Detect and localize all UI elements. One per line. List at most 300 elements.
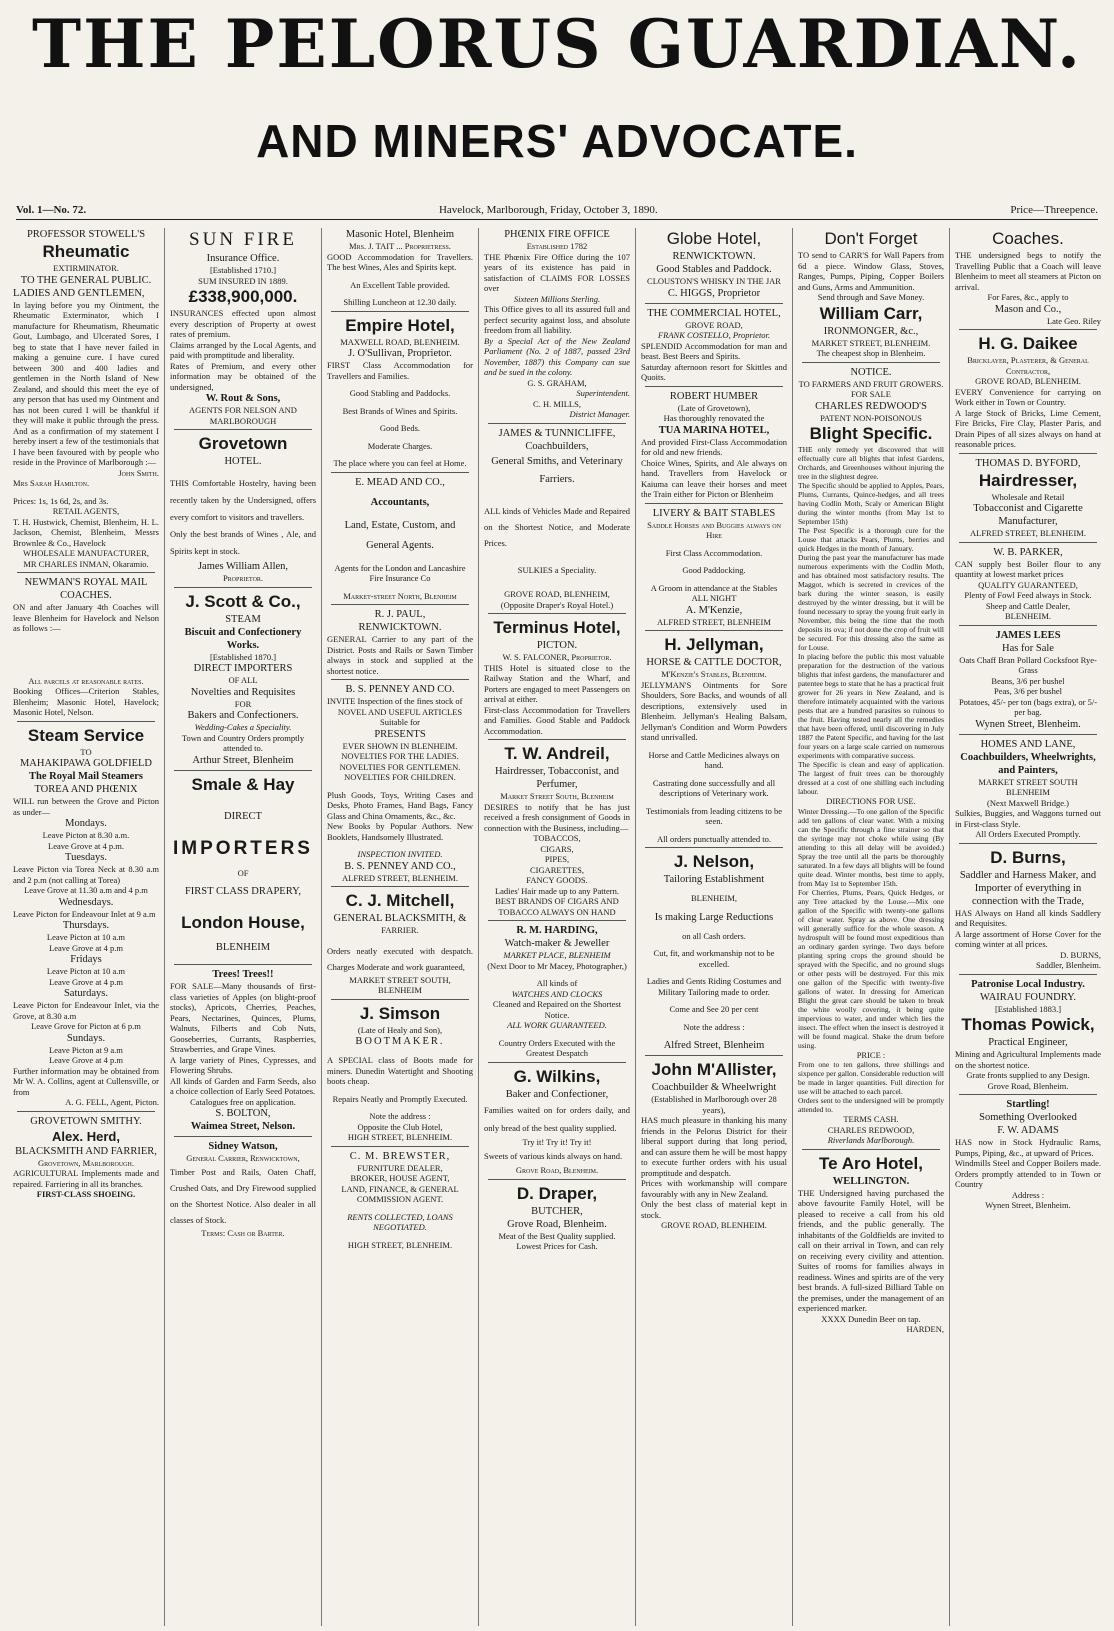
ad-signature: Saddler, Blenheim. — [1035, 960, 1101, 970]
ad-body: Families waited on for orders daily, and only bread of the best quality supplied. — [484, 1104, 630, 1133]
ad-line: Leave Grove at 11.30 a.m and 4 p.m — [24, 885, 148, 895]
ad-line: B. S. PENNEY AND CO., — [344, 860, 456, 872]
ad-title: JAMES & TUNNICLIFFE, — [498, 427, 616, 439]
ad-line: Bakers and Confectioners. — [187, 710, 299, 721]
ad-line: BEST BRANDS OF CIGARS AND TOBACCO ALWAYS ON HAND — [495, 896, 619, 917]
ad-title: H. G. Daikee — [978, 334, 1078, 353]
ad-body: The Specific is clean and easy of application. The largest of fruit trees can be thoroughly dressed at a cost of one shilling each including labour. — [798, 760, 944, 796]
ad-john-mallister — [641, 1059, 787, 1231]
ad-line: Saddler and Harness Maker, and Importer of everything in connection with the Trade, — [959, 869, 1097, 907]
ad-rj-paul — [327, 608, 473, 676]
ad-signature: Riverlands Marlborough. — [827, 1135, 915, 1145]
ad-line: DIRECTIONS FOR USE. — [826, 796, 916, 806]
ad-body: Note the address : — [683, 1021, 745, 1032]
ad-body: Good Stabling and Paddocks. — [349, 388, 451, 398]
ad-line: Try it! Try it! Try it! — [522, 1136, 592, 1147]
ad-line: W. S. FALCONER, Proprietor. — [502, 652, 612, 662]
ad-body: Sulkies, Buggies, and Waggons turned out in First-class Style. — [955, 808, 1101, 829]
ad-address: Grove Road, Blenheim. — [987, 1080, 1069, 1091]
ad-body: DESIRES to notify that he has just received a fresh consignment of Goods in connection with the Business, including— — [484, 801, 630, 833]
ad-line: WATCHES AND CLOCKS — [511, 988, 603, 999]
ad-title: W. B. PARKER, — [993, 546, 1063, 558]
ad-day: Fridays — [70, 954, 102, 965]
ad-line: ALL WORK GUARANTEED. — [507, 1020, 607, 1030]
ad-line: The Royal Mail Steamers — [28, 771, 144, 782]
ad-dont-forget — [798, 228, 944, 359]
ad-line: TO — [80, 746, 92, 757]
ad-name: F. W. ADAMS — [997, 1125, 1059, 1136]
ad-line: Leave Grove for Picton at 6 p.m — [31, 1021, 141, 1031]
ad-title: ROBERT HUMBER — [669, 390, 759, 402]
column-3 — [322, 228, 479, 1626]
ad-name: James William Allen, — [197, 561, 289, 572]
ad-body: INSURANCES effected upon almost every description of Property at owest rates of premium. — [170, 308, 316, 339]
ad-body: Saturday afternoon resort for Skittles and Quoits. — [641, 361, 787, 382]
ad-line: Leave Picton via Torea Neck at 8.30 a.m and 2 p.m (not calling at Torea) — [13, 864, 159, 885]
ad-body: INVITE Inspection of the fines stock of — [327, 696, 463, 706]
ad-title: E. MEAD AND CO., — [355, 476, 445, 488]
ad-body: First Class Accommodation. — [665, 547, 763, 558]
ad-line: IMPORTERS — [173, 837, 313, 859]
ad-line: C. HIGGS, Proprietor — [667, 287, 761, 299]
ad-subtitle: EXTIRMINATOR. — [53, 263, 119, 273]
ad-line: All parcels at reasonable rates. — [28, 675, 144, 686]
ad-body: A large assortment of Horse Cover for the coming winter at all prices. — [955, 928, 1101, 949]
ad-d-burns — [955, 847, 1101, 971]
ad-line: NOVELTIES FOR THE LADIES. — [341, 751, 459, 761]
ad-line: ALL NIGHT — [691, 593, 737, 603]
ad-d-draper — [484, 1183, 630, 1252]
ad-line: CHARLES REDWOOD'S — [815, 400, 927, 412]
ad-body: Rates of Premium, and every other information may be obtained of the undersigned, — [170, 360, 316, 392]
newspaper-title: THE PELORUS GUARDIAN. — [32, 5, 1082, 83]
ad-body: FOR SALE—Many thousands of first-class varieties of Apples (on blight-proof stocks), Apricots, Cherries, Peaches, Pears, Nectarines, Quinces, Plums, Walnuts, Filberts and Cob Nuts, Gooseberries, Currants, Raspberries, Strawberries, and Grape Vines. — [170, 981, 316, 1054]
ad-body: Choice Wines, Spirits, and Ale always on hand. Travellers from Havelock or Kaiuma can leave their horses and meet the Train either for Picton or Blenheim — [641, 457, 787, 499]
ad-line: STEAM — [225, 613, 261, 625]
ad-body: Moderate Charges. — [367, 440, 433, 451]
ad-line: Something Overlooked — [979, 1112, 1077, 1123]
ad-body: Orders neatly executed with despatch. Charges Moderate and work guaranteed, — [327, 945, 473, 972]
ad-title: Masonic Hotel, Blenheim — [345, 229, 455, 240]
ad-line: BOOTMAKER. — [355, 1036, 445, 1047]
ad-signature: A. G. FELL, Agent, Picton. — [65, 1097, 159, 1107]
column-7 — [950, 228, 1106, 1626]
ad-line: PIPES, — [544, 854, 570, 864]
ad-address: GROVE ROAD, BLENHEIM, — [504, 589, 610, 599]
ad-line: WAIRAU FOUNDRY. — [979, 991, 1077, 1003]
ad-title: Te Aro Hotel, — [819, 1153, 923, 1173]
ad-wairau-foundry — [955, 978, 1101, 1092]
ad-body: From one to ten gallons, three shillings and sixpence per gallon. Considerable reduction will be made in larger quantities. Full direction for use will be attached to each parcel. — [798, 1060, 944, 1096]
ad-title: Globe Hotel, — [666, 229, 762, 248]
ad-body: And provided First-Class Accommodation for old and new friends. — [641, 436, 787, 457]
ad-name: Mason and Co., — [994, 303, 1062, 315]
ad-g-wilkins — [484, 1066, 630, 1176]
ad-line: Biscuit and Confectionery Works. — [184, 626, 302, 651]
ad-title: D. Burns, — [990, 847, 1066, 867]
ad-body: THE Phœnix Fire Office during the 107 years of its existence has paid in satisfaction of CLAIMS FOR LOSSES over — [484, 251, 630, 293]
ad-body: An Excellent Table provided. — [350, 279, 450, 290]
ad-line: Tobacconist and Cigarette Manufacturer, — [973, 503, 1083, 527]
ad-address: GROVE ROAD, BLENHEIM. — [661, 1220, 767, 1230]
ad-body: Has thoroughly renovated the — [663, 413, 765, 423]
ad-line: Wedding-Cakes a Speciality. — [194, 722, 292, 732]
column-5 — [636, 228, 793, 1626]
ad-bs-penney — [327, 683, 473, 883]
ad-body: Come and See 20 per cent — [669, 1004, 759, 1014]
ad-body: A SPECIAL class of Boots made for miners. Dunedin Watertight and Shooting boots cheap. — [327, 1055, 473, 1086]
ad-title: Rheumatic — [42, 242, 130, 261]
newspaper-subtitle: AND MINERS' ADVOCATE. — [256, 115, 858, 167]
ad-body: HAS Always on Hand all kinds Saddlery and Requisites. — [955, 907, 1101, 928]
ad-body: THE Undersigned having purchased the above favourite Family Hotel, will be pleased to receive a call from his old friends, and the public generally. The inhabitants of the Goldfields are invited to call on their arrival in Town, and can rely on receiving every civility and attention. Suites of rooms for families always in readiness. Wines and spirits are of the very best brands. A full-sized Billiard Table on the premises, under the management of an experienced marker. — [798, 1187, 944, 1313]
ad-line: PRESENTS — [374, 728, 426, 740]
ad-line: MARKET PLACE, BLENHEIM — [503, 950, 611, 960]
ad-line: RENTS COLLECTED, LOANS NEGOTIATED. — [347, 1211, 453, 1232]
ad-body: The Specific should be applied to Apples, Pears, Plums, Currants, Quince-hedges, and all trees having Codlin Moth, Scaly or American Blight during the winter months (from May 1st to September 15th) — [798, 481, 944, 526]
ad-body: FIRST Class Accommodation for Travellers and Families. — [327, 360, 473, 381]
ad-body: AGRICULTURAL Implements made and repaired. Farriering in all its branches. — [13, 1168, 159, 1189]
ad-body: GOOD Accommodation for Travellers. The best Wines, Ales and Spirits kept. — [327, 251, 473, 272]
ad-line: Is making Large Reductions — [654, 911, 774, 923]
ad-title: PHŒNIX FIRE OFFICE — [504, 229, 610, 240]
ad-line: Bricklayer, Plasterer, & General Contractor, — [967, 355, 1089, 376]
ad-terminus-hotel — [484, 617, 630, 736]
ad-line: RENWICKTOWN. — [672, 251, 756, 262]
ad-line: FURNITURE DEALER, — [357, 1162, 443, 1173]
ad-line: FIRST CLASS DRAPERY, — [184, 886, 302, 897]
ad-title: NOTICE. — [850, 366, 892, 378]
ad-title: C. M. BREWSTER, — [349, 1150, 451, 1162]
ad-body: In laying before you my Ointment, the Rheumatic Exterminator, which I manufacture for Rheumatism, Rheumatic Gout, Lumbago, and Ulcerated Sores, I beg to state that I have never failed in making a genuine cure. I have cured between 300 and 400 ladies and gentlemen in the North Island of New Zealand, and should this meet the eye of any person that has used my Ointment and has not been cured I will be thankful if they will make it public through the press. And as a confirmation of my statement I hereby insert a few of the testimonials that I have been favoured with by people who reside in the Province of Marlborough :— — [13, 299, 159, 467]
ad-j-nelson — [641, 851, 787, 1052]
ad-line: INSPECTION INVITED. — [357, 849, 443, 859]
ad-line: (Established in Marlborough over 28 years), — [651, 1094, 777, 1115]
ad-wb-parker — [955, 546, 1101, 622]
ad-line: Leave Picton at 10 a.m — [46, 932, 126, 942]
ad-line: Late Geo. Riley — [1046, 315, 1101, 326]
ad-body: JELLYMAN'S Ointments for Sore Shoulders, Sore Backs, and wounds of all descriptions, extensively used in Blenheim. Jellyman's Healing Balsam, Jellyman's Condition and Worm Powders stand unrivalled. — [641, 679, 787, 742]
ad-title: H. Jellyman, — [664, 635, 764, 654]
ad-j-simson — [327, 1003, 473, 1143]
ad-line: ALFRED STREET, BLENHEIM. — [341, 872, 458, 883]
ad-body: The Pest Specific is a thorough cure for the Louse that attacks Pears, Plums, berries and quick Hedges in the month of January. — [798, 526, 944, 553]
ad-line: BUTCHER, — [531, 1205, 583, 1217]
ad-line: Has for Sale — [1002, 642, 1054, 654]
ad-body: Cleaned and Repaired on the Shortest Notice. — [492, 999, 622, 1020]
ad-body: on all Cash orders. — [682, 930, 746, 941]
ad-line: LAND, FINANCE, & GENERAL — [341, 1183, 459, 1194]
ad-line: Hairdresser, Tobacconist, and Perfumer, — [494, 766, 620, 790]
ad-day: Thursdays. — [62, 920, 110, 931]
ad-body: First-class Accommodation for Travellers and Families. Good Stable and Paddock Accommodation. — [484, 704, 630, 736]
ad-body: T. H. Hustwick, Chemist, Blenheim, H. L. Jackson, Chemist, Blenheim, Messrs Brownlee & Co., Havelock — [13, 516, 159, 548]
ad-royal-mail-coaches — [13, 576, 159, 718]
ad-te-aro-hotel — [798, 1153, 944, 1335]
ad-line: HOTEL. — [224, 456, 262, 467]
ad-line: LADIES AND GENTLEMEN, — [13, 287, 145, 299]
ad-line: TO THE GENERAL PUBLIC. — [20, 274, 152, 286]
ad-line: Lowest Prices for Cash. — [516, 1241, 598, 1251]
ad-address: Grove Road, Blenheim. — [515, 1165, 599, 1175]
ad-line: FANCY GOODS. — [526, 875, 588, 885]
ad-signature: G. S. GRAHAM, — [527, 377, 587, 388]
ad-line: Mrs. J. TAIT ... Proprietress. — [349, 241, 451, 251]
ad-address: Alfred Street, Blenheim — [663, 1040, 765, 1051]
ad-body: HAS much pleasure in thanking his many friends in the Pelorus District for their liberal support during that long period, and can assure them he will be most happy to execute further orders with his usual promptitude and despatch. — [641, 1115, 787, 1178]
ad-line: Leave Picton for Endeavour Inlet, via the Grove, at 8.30 a.m — [13, 1000, 159, 1021]
ad-body: Note the address : — [369, 1111, 431, 1121]
ad-line: Leave Grove at 4 p.m — [49, 1055, 123, 1065]
ad-body: Timber Post and Rails, Oaten Chaff, Crushed Oats, and Dry Firewood supplied on the Shortest Notice. Also dealer in all classes of Stock. — [170, 1166, 316, 1225]
ad-line: (Next Maxwell Bridge.) — [987, 797, 1069, 808]
ad-title: Terminus Hotel, — [493, 618, 621, 637]
column-1 — [8, 228, 165, 1626]
ad-signature: Mrs Sarah Hamilton. — [13, 478, 90, 488]
ad-body: New Books by Popular Authors. New Booklets, Handsomely Illustrated. — [327, 821, 473, 842]
ad-signature: D. BURNS, — [1060, 949, 1101, 960]
ad-title: B. S. PENNEY AND CO. — [345, 684, 455, 695]
ad-james-lees — [955, 629, 1101, 731]
ad-line: Leave Picton at 8.30 a.m. — [42, 830, 130, 840]
ad-line: Leave Picton at 9 a.m — [49, 1044, 123, 1055]
ad-address: Waimea Street, Nelson. — [190, 1121, 296, 1132]
ad-body: Send through and Save Money. — [817, 292, 925, 302]
ad-title: JAMES LEES — [995, 629, 1061, 641]
ad-line: Novelties and Requisites — [190, 686, 296, 698]
ad-blight-specific — [798, 366, 944, 1146]
ad-body: XXXX Dunedin Beer on tap. — [821, 1313, 921, 1324]
ad-line: Suitable for — [380, 717, 420, 727]
ad-line: General Carrier, Renwicktown, — [186, 1153, 300, 1163]
ad-line: Terms: Cash or Barter. — [201, 1227, 285, 1238]
ad-body: A large Stock of Bricks, Lime Cement, Fire Bricks, Fire Clay, Plaster Paris, and Drain Pipes of all sizes always on hand at reasonable prices. — [955, 407, 1101, 449]
ad-body: Windmills Steel and Copper Boilers made. Orders promptly attended to in Town or Country — [955, 1158, 1101, 1189]
ad-body: THIS Comfortable Hostelry, having been recently taken by the Undersigned, offers every comfort to visitors and travellers. — [170, 478, 316, 522]
ad-line: Tailoring Establishment — [663, 874, 765, 885]
ad-james-tunnicliffe — [484, 427, 630, 611]
ad-line: GENERAL BLACKSMITH, & — [333, 913, 467, 924]
ad-line: TOREA AND PHŒNIX — [34, 784, 138, 795]
ad-body: THIS Hotel is situated close to the Railway Station and the Wharf, and Porters are engaged to meet Passengers on arrival at either. — [484, 662, 630, 704]
ad-line: Grovetown, Marlborough. — [38, 1157, 134, 1168]
ad-title: John M'Allister, — [651, 1060, 777, 1079]
ad-body: Town and Country Orders promptly attended to. — [181, 732, 305, 753]
ad-body: WILL run between the Grove and Picton as under— — [13, 796, 159, 817]
ad-line: TERMS CASH. — [843, 1114, 899, 1124]
ad-title: Don't Forget — [824, 229, 918, 248]
ad-line: BLACKSMITH AND FARRIER, — [15, 1145, 157, 1157]
ad-title: SUN FIRE — [189, 229, 297, 250]
ad-body: Horse and Cattle Medicines always on hand. — [648, 749, 780, 770]
ad-body: TO send to CARR'S for Wall Papers from 6d a piece. Window Glass, Stoves, Ranges, Pumps, Piping, Copper Boilers and Guns, Arms and Ammunition. — [798, 250, 944, 292]
ad-body: Testimonials from leading citizens to be seen. — [645, 805, 783, 826]
ad-body: CAN supply best Boiler flour to any quantity at lowest market prices — [955, 558, 1101, 579]
ad-name: Blight Specific. — [809, 424, 933, 443]
ad-homes-lane — [955, 738, 1101, 840]
ad-line: WELLINGTON. — [832, 1175, 910, 1187]
ad-line: CIGARETTES, — [529, 864, 585, 875]
ad-title: Coaches. — [992, 229, 1064, 248]
ad-body: All kinds of — [536, 978, 578, 988]
ad-body: A Groom in attendance at the Stables — [650, 582, 778, 593]
ad-signature: CHARLES REDWOOD, — [827, 1124, 915, 1135]
ad-line: AGENTS FOR NELSON AND MARLBOROUGH — [189, 405, 297, 426]
ad-line: Proprietor. — [222, 573, 264, 583]
ad-line: PICTON. — [536, 640, 578, 651]
ad-line: MARKET STREET SOUTH — [978, 776, 1078, 787]
ad-line: Leave Picton for Endeavour Inlet at 9 a.m — [13, 908, 156, 919]
ad-title: R. M. HARDING, — [516, 925, 598, 936]
ad-title: HOMES AND LANE, — [980, 738, 1076, 750]
ad-body: HAS now in Stock Hydraulic Rams, Pumps, Piping, &c., at upward of Prices. — [955, 1137, 1101, 1158]
ad-line: CIGARS, — [540, 843, 574, 854]
ad-line: QUALITY GUARANTEED, — [978, 579, 1078, 590]
ad-line: Saddle Horses and Buggies always on Hire — [647, 519, 781, 540]
ad-line: Patronise Local Industry. — [971, 978, 1085, 990]
ad-steam-service — [13, 725, 159, 1108]
ad-rm-harding — [484, 924, 630, 1059]
ad-line: NOVEL AND USEFUL ARTICLES — [337, 706, 463, 717]
ad-address: Arthur Street, Blenheim — [192, 754, 294, 766]
ad-address: HIGH STREET, BLENHEIM. — [347, 1132, 453, 1142]
ad-line: [Established 1870.] — [209, 651, 277, 662]
ad-line: Watch-maker & Jeweller — [504, 938, 610, 949]
ad-line: COMMISSION AGENT. — [356, 1194, 444, 1204]
ad-name: Alex. Herd, — [52, 1128, 120, 1144]
ad-body: Claims arranged by the Local Agents, and paid with promptitude and liberality. — [170, 339, 316, 360]
ad-body: Orders sent to the undersigned will be promptly attended to. — [798, 1096, 944, 1114]
ad-line: BLENHEIM — [1006, 787, 1050, 797]
ad-hg-daikee — [955, 333, 1101, 450]
ad-day: Sundays. — [66, 1032, 106, 1044]
ad-body: Prices with workmanship will compare favourably with any in New Zealand. — [641, 1178, 787, 1199]
ad-title: Thomas Powick, — [961, 1015, 1095, 1034]
ad-body: Repairs Neatly and Promptly Executed. — [332, 1093, 468, 1104]
ad-body: Castrating done successfully and all descriptions of Veterinary work. — [652, 777, 776, 798]
ad-globe-hotel — [641, 228, 787, 300]
ad-line: Leave Grove at 4 p.m. — [48, 840, 124, 851]
ad-body: Meat of the Best Quality supplied. — [498, 1230, 616, 1241]
ad-body: Peas, 3/6 per bushel — [994, 686, 1062, 696]
ad-title: T. W. Andreil, — [504, 744, 610, 763]
ad-address: MARKET STREET, BLENHEIM. — [811, 337, 931, 348]
ad-line: MAXWELL ROAD, BLENHEIM. — [340, 336, 460, 347]
ad-line: FRANK COSTELLO, Proprietor. — [657, 330, 771, 340]
ad-title: J. Nelson, — [673, 852, 755, 871]
ad-line: FARRIER. — [381, 925, 419, 935]
ad-title: Trees! Trees!! — [212, 969, 274, 980]
ad-line: Sixteen Millions Sterling. — [513, 293, 601, 304]
ad-line: MAHAKIPAWA GOLDFIELD — [19, 758, 153, 769]
ad-line: TUA MARINA HOTEL, — [658, 424, 770, 436]
ad-line: IRONMONGER, &c., — [823, 325, 919, 337]
ad-body: ALL kinds of Vehicles Made and Repaired on the Shortest Notice, and Moderate Prices. — [484, 505, 630, 548]
ad-coaches — [955, 228, 1101, 326]
ad-body: Plenty of Fowl Feed always in Stock. — [964, 590, 1092, 600]
ad-name: W. Rout & Sons, — [205, 393, 281, 404]
ad-title: NEWMAN'S ROYAL MAIL COACHES. — [24, 577, 148, 601]
ad-line: FIRST-CLASS SHOEING. — [36, 1189, 136, 1199]
ad-line: [Established 1883.] — [994, 1003, 1062, 1014]
ad-body: By a Special Act of the New Zealand Parliament (No. 2 of 1887, passed 23rd November, 1887) this Company can sue and be sued in the colony. — [484, 335, 630, 377]
ad-address: (Opposite Draper's Royal Hotel.) — [500, 599, 614, 610]
ad-smale-hay — [170, 774, 316, 955]
ad-address: Wynen Street, Blenheim. — [975, 718, 1081, 730]
ad-address: ALFRED STREET, BLENHEIM. — [969, 528, 1086, 538]
ad-title: D. Draper, — [516, 1183, 598, 1203]
ad-line: OF ALL — [228, 675, 258, 685]
ad-phoenix-fire — [484, 228, 630, 420]
ad-line: (Late of Healy and Son), — [357, 1024, 443, 1035]
ad-body: This Office gives to all its assured full and perfect security against loss, and absolute freedom from all liability. — [484, 304, 630, 335]
ad-address: HIGH STREET, BLENHEIM. — [347, 1239, 453, 1250]
volume-number: Vol. 1—No. 72. — [16, 204, 87, 216]
ad-line: NOVELTIES FOR CHILDREN. — [344, 772, 456, 782]
ad-line: General Smiths, and Veterinary Farriers. — [491, 455, 623, 485]
ad-line: EVER SHOWN IN BLENHEIM. — [342, 740, 458, 751]
ad-heading: PROFESSOR STOWELL'S — [26, 229, 146, 240]
ad-robert-humber — [641, 390, 787, 500]
ad-line: CLOUSTON'S WHISKY IN THE JAR — [647, 276, 781, 286]
ad-day: Saturdays. — [63, 988, 109, 999]
ad-line: RETAIL AGENTS, — [52, 506, 120, 516]
ad-line: BLENHEIM, — [690, 893, 738, 903]
ad-body: Potatoes, 45/- per ton (bags extra), or 5/- per bag. — [958, 696, 1098, 717]
ad-j-scott — [170, 591, 316, 767]
ad-body: THE only remedy yet discovered that will effectually cure all blights that infest Gardens, Orchards, and Greenhouses without injuring the tree in the slightest degree. — [798, 445, 944, 481]
ad-line: FOR SALE — [851, 389, 891, 399]
ad-body: Shilling Luncheon at 12.30 daily. — [343, 297, 457, 307]
ad-day: Mondays. — [65, 818, 107, 829]
ad-sidney-watson — [170, 1140, 316, 1238]
ad-masonic-hotel — [327, 228, 473, 308]
ad-title: Hairdresser, — [978, 470, 1078, 490]
ad-amount: £338,900,000. — [188, 287, 298, 306]
ad-body: Address : — [1011, 1189, 1045, 1200]
ad-line: Accountants, — [370, 496, 430, 508]
ad-body: Plush Goods, Toys, Writing Cases and Desks, Photo Frames, Hand Bags, Fancy Glass and China Ornaments, &c., &c. — [327, 789, 473, 821]
ad-body: Best Brands of Wines and Spirits. — [342, 405, 458, 416]
column-6 — [793, 228, 950, 1626]
ad-line: Insurance Office. — [206, 253, 280, 264]
ad-name: A. M'Kenzie, — [685, 604, 743, 616]
ad-body: Beans, 3/6 per bushel — [991, 675, 1065, 686]
ad-body: GENERAL Carrier to any part of the District. Posts and Rails or Sawn Timber always in stock and supplied at the shortest notice. — [327, 634, 473, 676]
ad-body: In placing before the public this most valuable preparation for the destruction of the various blights that infest gardens, the manufacturer and patentee begs to state that he has a practical fruit grower for 26 years in New Zealand, and is therefore intimately acquainted with the various pests that are a hundred parasites so ruinous to the fruit. Having tested nearly all the remedies that have been offered, until discovering in July 1887 the Patent Specific, and having for the last four years on a large scale carried on numerous experiments with comparative success. — [798, 652, 944, 760]
ad-line: OF — [237, 867, 249, 878]
masthead — [0, 0, 1114, 170]
ad-line: DIRECT — [224, 810, 262, 822]
price: Price—Threepence. — [1010, 204, 1098, 216]
dateline — [16, 196, 1098, 220]
ad-rheumatic-exterminator — [13, 228, 159, 569]
ad-title: GROVETOWN SMITHY. — [30, 1115, 142, 1127]
ad-signature: HARDEN, — [906, 1324, 944, 1334]
ad-line: SUM INSURED IN 1889. — [198, 275, 288, 286]
ad-line: [Established 1710.] — [209, 265, 277, 275]
ad-title: THE COMMERCIAL HOTEL, — [647, 307, 781, 319]
ad-title: C. J. Mitchell, — [345, 891, 455, 910]
ad-body: Opposite the Club Hotel, — [357, 1121, 443, 1132]
ad-thomas-byford — [955, 457, 1101, 539]
ad-body: Ladies' Hair made up to any Pattern. — [494, 885, 620, 896]
ad-line: (Next Door to Mr Macey, Photographer,) — [487, 960, 627, 971]
ad-grovetown-smithy — [13, 1115, 159, 1200]
ad-day: Wednesdays. — [58, 896, 114, 908]
ad-line: GROVE ROAD, — [685, 319, 743, 330]
ad-line: TO FARMERS AND FRUIT GROWERS. — [798, 378, 944, 389]
